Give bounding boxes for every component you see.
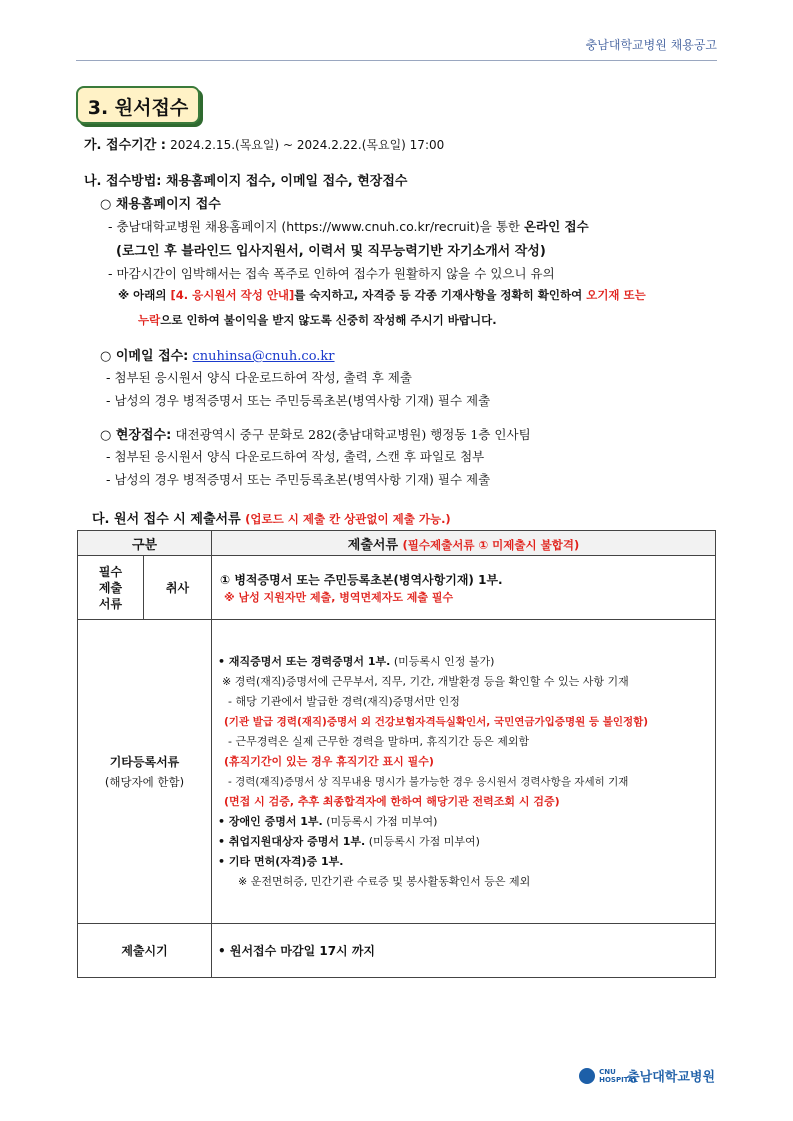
row2-l1 [218, 652, 715, 672]
docs-title: 다. 원서 접수 시 제출서류 [92, 512, 241, 527]
row3-content: • 원서접수 마감일 17시 까지 [212, 924, 716, 978]
onsite-address: 대전광역시 중구 문화로 282(충남대학교병원) 행정동 1층 인사팀 [175, 427, 531, 442]
header-divider [76, 60, 717, 61]
note-ref: [4. 응시원서 작성 안내] [170, 288, 295, 302]
row2-l7: - 경력(재직)증명서 상 직무내용 명시가 불가능한 경우 응시원서 경력사항을 자세히 기재 [228, 775, 629, 788]
row3-category: 제출시기 [78, 924, 212, 978]
note-f: 으로 인하여 불이익을 받지 않도록 신중히 작성해 주시기 바랍니다. [160, 313, 497, 327]
row1-subcategory: 취사 [144, 556, 212, 620]
row2-l10-b: (미등록시 가점 미부여) [368, 834, 480, 848]
row2-category-sub: (해당자에 한함) [104, 775, 185, 789]
email-row [100, 345, 335, 364]
web-line2: (로그인 후 블라인드 입사지원서, 이력서 및 직무능력기반 자기소개서 작성) [116, 244, 546, 259]
row2-category: 기타등록서류 [109, 755, 180, 769]
row2-content [212, 620, 716, 924]
docs-title-row [92, 508, 451, 527]
row2-l6: (휴직기간이 있는 경우 휴직기간 표시 필수) [224, 754, 434, 768]
row2-l12: ※ 운전면허증, 민간기관 수료증 및 봉사활동확인서 등은 제외 [238, 874, 531, 888]
header-documents [212, 531, 716, 556]
row2-l9 [218, 812, 715, 832]
note-d: 오기재 또는 [586, 288, 646, 302]
email-line1: - 첨부된 응시원서 양식 다운로드하여 작성, 출력 후 제출 [106, 370, 412, 385]
onsite-line1: - 첨부된 응시원서 양식 다운로드하여 작성, 출력, 스캔 후 파일로 첨부 [106, 449, 485, 464]
row2-l9-a: • 장애인 증명서 1부. [218, 814, 323, 828]
table-row [78, 620, 716, 924]
web-note-1 [118, 287, 646, 303]
table-row [78, 924, 716, 978]
method-title: 나. 접수방법: 채용홈페이지 접수, 이메일 접수, 현장접수 [84, 174, 408, 189]
documents-table [77, 530, 716, 978]
header-text: 충남대학교병원 채용공고 [585, 38, 717, 52]
row2-l11: • 기타 면허(자격)증 1부. [218, 854, 344, 868]
row1-line1: ① 병적증명서 또는 주민등록초본(병역사항기재) 1부. [220, 572, 503, 587]
header-docs-label: 제출서류 [347, 537, 398, 553]
period-label: 가. 접수기간 : [84, 138, 166, 153]
table-header-row [78, 531, 716, 556]
row2-l8: (면접 시 검증, 추후 최종합격자에 한하여 해당기관 전력조회 시 검증) [224, 794, 560, 808]
note-c: 를 숙지하고, 자격증 등 각종 기재사항을 정확히 확인하여 [294, 288, 583, 302]
email-line2: - 남성의 경우 병적증명서 또는 주민등록초본(병역사항 기재) 필수 제출 [106, 393, 491, 408]
email-link[interactable]: cnuhinsa@cnuh.co.kr [192, 349, 335, 364]
header-docs-note: (필수제출서류 ① 미제출시 불합격) [402, 537, 580, 552]
logo-text: 충남대학교병원 [627, 1070, 715, 1085]
onsite-label: ○ 현장접수: [100, 428, 172, 443]
table-row [78, 556, 716, 620]
period-value: 2024.2.15.(목요일) ~ 2024.2.22.(목요일) 17:00 [170, 138, 445, 152]
section-title-box [76, 86, 200, 124]
row2-l1-b: (미등록시 인정 불가) [393, 654, 495, 668]
web-line1 [108, 217, 589, 235]
row2-l3: - 해당 기관에서 발급한 경력(재직)증명서만 인정 [228, 694, 460, 708]
logo-mark: CNU HOSPITAL [599, 1067, 638, 1084]
web-line3: - 마감시간이 임박해서는 접속 폭주로 인하여 접수가 원활하지 않을 수 있으니 유의 [108, 266, 555, 281]
period-row [84, 134, 444, 153]
note-e: 누락 [138, 313, 161, 327]
header-category: 구분 [78, 531, 212, 556]
row2-l5: - 근무경력은 실제 근무한 경력을 말하며, 휴직기간 등은 제외함 [228, 734, 530, 748]
web-note-2 [138, 312, 497, 328]
docs-note: (업로드 시 제출 칸 상관없이 제출 가능.) [245, 512, 451, 526]
row2-l9-b: (미등록시 가점 미부여) [326, 814, 438, 828]
row2-l2: ※ 경력(재직)증명서에 근무부서, 직무, 기간, 개발환경 등을 확인할 수 있는 사항 기재 [222, 674, 629, 688]
row1-content [212, 556, 716, 620]
web-online: 온라인 접수 [523, 219, 589, 234]
web-line1-text: - 충남대학교병원 채용홈페이지 (https://www.cnuh.co.kr/recruit)을 통한 [108, 219, 520, 234]
web-title: ○ 채용홈페이지 접수 [100, 197, 221, 212]
row2-l10 [218, 832, 715, 852]
row2-l1-a: • 재직증명서 또는 경력증명서 1부. [218, 654, 391, 668]
row1-line2: ※ 남성 지원자만 제출, 병역면제자도 제출 필수 [224, 590, 454, 604]
row2-category-cell [78, 620, 212, 924]
note-a: ※ 아래의 [118, 288, 167, 302]
logo-emblem-icon [579, 1068, 595, 1084]
onsite-row [100, 424, 531, 443]
section-title: 3. 원서접수 [87, 97, 189, 119]
onsite-line2: - 남성의 경우 병적증명서 또는 주민등록초본(병역사항 기재) 필수 제출 [106, 472, 491, 487]
row2-l4: (기관 발급 경력(재직)증명서 외 건강보험자격득실확인서, 국민연금가입증명원 등 불인정함) [224, 715, 649, 728]
email-label: ○ 이메일 접수: [100, 349, 189, 364]
row1-category: 필수 제출 서류 [78, 556, 144, 620]
row2-l10-a: • 취업지원대상자 증명서 1부. [218, 834, 366, 848]
footer-logo [579, 1066, 715, 1085]
